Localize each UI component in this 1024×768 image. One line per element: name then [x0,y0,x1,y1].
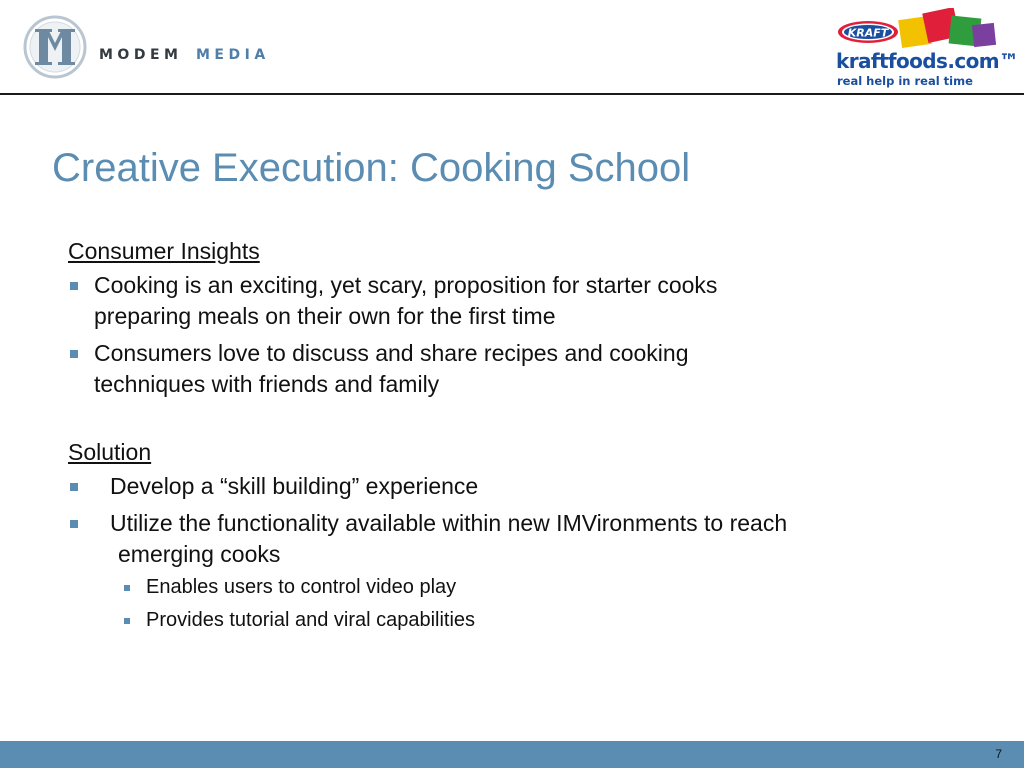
sub-bullet-marker [124,585,130,591]
bullet-item [68,270,968,332]
bullet-item [68,471,968,502]
kraftfoods-tagline: real help in real time [837,74,973,88]
sub-bullet-text: Provides tutorial and viral capabilities [146,609,476,631]
sub-bullet-item [122,574,968,601]
bullet-marker [70,520,78,528]
bullet-line: Utilize the functionality available within new IMVironments to reach [110,510,788,536]
slide-title: Creative Execution: Cooking School [52,146,691,190]
kraftfoods-url: kraftfoods.com™ [836,49,1019,73]
bullet-line: Develop a “skill building” experience [110,473,479,499]
bullet-line: Cooking is an exciting, yet scary, proposition for starter cooks [94,272,718,298]
bullet-marker [70,282,78,290]
section-heading-consumer-insights: Consumer Insights [68,238,260,264]
page-number: 7 [995,747,1002,761]
footer-bar [0,741,1024,768]
bullet-item [68,338,968,400]
header-divider [0,93,1024,95]
modem-media-mark-icon [22,14,88,80]
sub-bullet-marker [124,618,130,624]
modem-media-word-media: MEDIA [196,47,270,63]
kraft-badge-text: KRAFT [847,26,889,40]
bullet-marker [70,483,78,491]
bullet-line: emerging cooks [118,541,281,567]
bullet-line: techniques with friends and family [94,371,440,397]
sub-bullet-text: Enables users to control video play [146,576,457,598]
sub-bullet-item [122,607,968,634]
section-heading-solution: Solution [68,439,152,465]
slide-body [68,236,968,634]
modem-media-word-modem: MODEM [99,47,183,63]
bullet-marker [70,350,78,358]
bullet-line: preparing meals on their own for the first time [94,303,556,329]
bullet-line: Consumers love to discuss and share recipes and cooking [94,340,689,366]
modem-media-logo [22,14,292,80]
kraftfoods-logo [830,8,1020,88]
bullet-item [68,508,968,570]
